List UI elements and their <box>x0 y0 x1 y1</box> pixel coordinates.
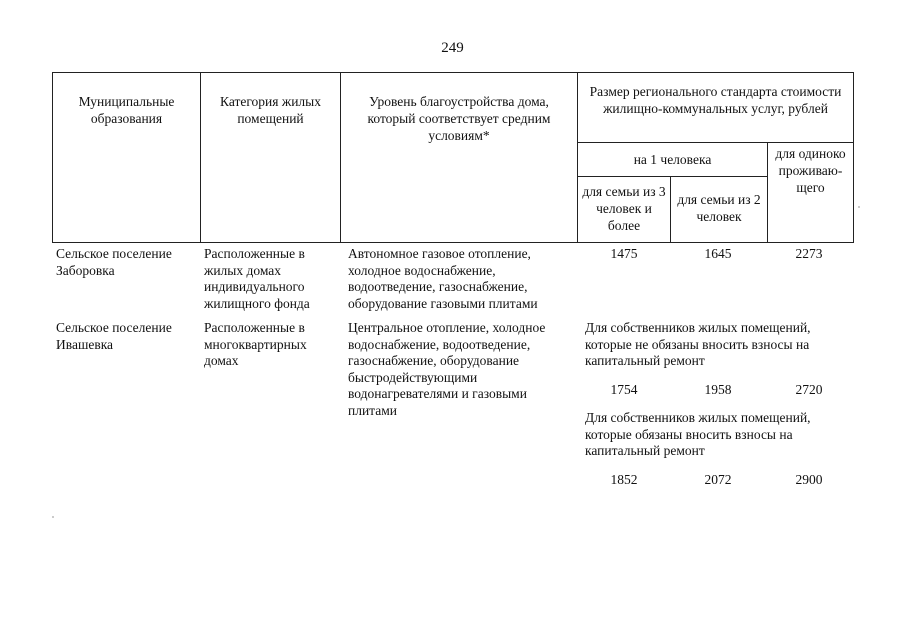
row-level: Центральное отопление, холодное водоснабжение, водоотведение, газоснабжение, оборудование быстродействующими водонагревателями и газовыми плитами <box>348 320 546 418</box>
value-family-3: 1852 <box>610 472 638 487</box>
header-municipality: Муниципальные образования <box>53 73 201 243</box>
value-family-3: 1475 <box>610 246 638 261</box>
value-family-2: 2072 <box>704 472 732 487</box>
note-contribution: Для собственников жилых помещений, которые обязаны вносить взносы на капитальный ремонт <box>585 410 811 458</box>
row-level: Автономное газовое отопление, холодное водоснабжение, водоотведение, газоснабжение, оборудование газовыми плитами <box>348 246 538 311</box>
header-category: Категория жилых помещений <box>201 73 341 243</box>
value-family-2: 1645 <box>704 246 732 261</box>
header-level: Уровень благоустройства дома, который соответствует средним условиям* <box>341 73 578 243</box>
table-header <box>52 72 854 243</box>
header-family-2: для семьи из 2 человек <box>671 177 768 243</box>
row-category: Расположенные в многоквартирных домах <box>204 320 307 368</box>
header-single: для одиноко проживаю-щего <box>768 143 854 243</box>
scan-speck <box>858 206 860 208</box>
scan-speck <box>52 516 54 518</box>
row-municipality: Сельское поселение Заборовка <box>56 246 172 278</box>
value-single: 2900 <box>795 472 823 487</box>
note-no-contribution: Для собственников жилых помещений, которые не обязаны вносить взносы на капитальный ремонт <box>585 320 811 368</box>
header-per-person: на 1 человека <box>578 143 768 177</box>
value-family-2: 1958 <box>704 382 732 397</box>
header-family-3: для семьи из 3 человек и более <box>578 177 671 243</box>
page-number: 249 <box>441 40 464 56</box>
row-municipality: Сельское поселение Ивашевка <box>56 320 172 352</box>
value-family-3: 1754 <box>610 382 638 397</box>
value-single: 2273 <box>795 246 823 261</box>
value-single: 2720 <box>795 382 823 397</box>
header-standard-size: Размер регионального стандарта стоимости жилищно-коммунальных услуг, рублей <box>578 73 854 143</box>
row-category: Расположенные в жилых домах индивидуального жилищного фонда <box>204 246 310 311</box>
